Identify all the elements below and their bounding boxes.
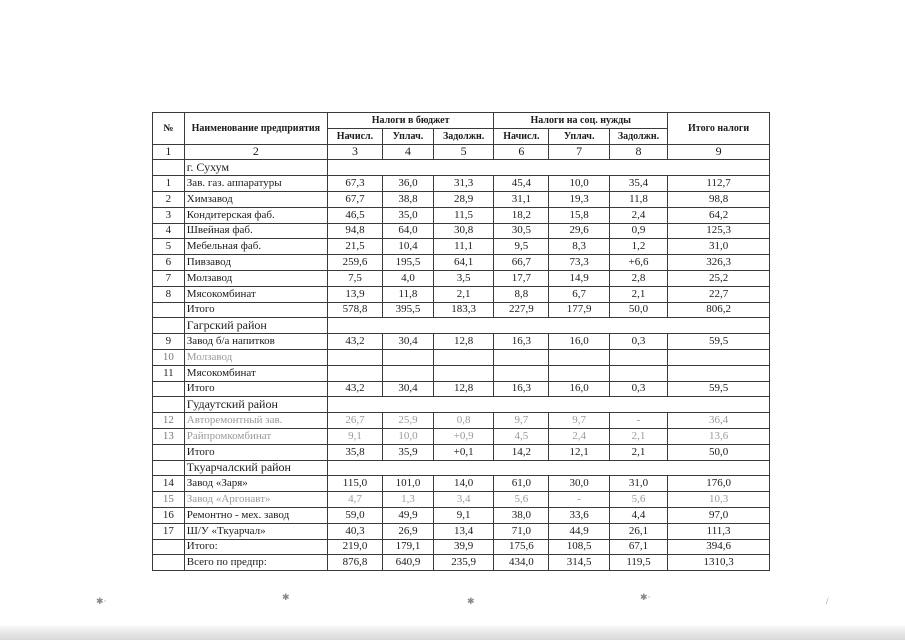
total-taxes: 64,2 xyxy=(668,207,770,223)
table-row xyxy=(153,492,770,508)
budget-accrued: 578,8 xyxy=(327,302,382,318)
enterprise-name: Ремонтно - мех. завод xyxy=(184,507,327,523)
scan-mark: / xyxy=(826,596,829,606)
table-row xyxy=(153,428,770,444)
enterprise-name: Химзавод xyxy=(184,191,327,207)
row-number: 15 xyxy=(153,492,185,508)
budget-debt: 13,4 xyxy=(433,523,493,539)
budget-debt: 183,3 xyxy=(433,302,493,318)
header-row xyxy=(153,113,770,129)
budget-paid: 640,9 xyxy=(383,555,434,571)
row-number: 1 xyxy=(153,176,185,192)
social-debt: 31,0 xyxy=(609,476,667,492)
total-taxes: 111,3 xyxy=(668,523,770,539)
row-number: 14 xyxy=(153,476,185,492)
social-accrued: 8,8 xyxy=(494,286,549,302)
table-row xyxy=(153,365,770,381)
social-accrued: 14,2 xyxy=(494,444,549,460)
enterprise-name: Мясокомбинат xyxy=(184,365,327,381)
budget-paid: 4,0 xyxy=(383,270,434,286)
social-debt: 50,0 xyxy=(609,302,667,318)
budget-debt: 64,1 xyxy=(433,255,493,271)
subtotal-label: Итого xyxy=(184,381,327,397)
total-taxes: 31,0 xyxy=(668,239,770,255)
social-accrued xyxy=(494,365,549,381)
budget-debt: 11,1 xyxy=(433,239,493,255)
total-taxes: 1310,3 xyxy=(668,555,770,571)
budget-paid: 36,0 xyxy=(383,176,434,192)
row-number: 9 xyxy=(153,334,185,350)
scan-mark: ✱· xyxy=(640,592,651,602)
row-number: 17 xyxy=(153,523,185,539)
budget-paid: 179,1 xyxy=(383,539,434,555)
column-number: 7 xyxy=(549,144,609,160)
total-taxes: 394,6 xyxy=(668,539,770,555)
subheader-paid: Уплач. xyxy=(383,128,434,144)
social-debt: 119,5 xyxy=(609,555,667,571)
row-number: 5 xyxy=(153,239,185,255)
subheader-paid: Уплач. xyxy=(549,128,609,144)
enterprise-name: Завод «Аргонавт» xyxy=(184,492,327,508)
grand-total-row xyxy=(153,555,770,571)
section-empty-cell xyxy=(327,160,769,176)
social-accrued: 16,3 xyxy=(494,334,549,350)
subheader-debt: Задолжн. xyxy=(609,128,667,144)
budget-paid: 1,3 xyxy=(383,492,434,508)
row-number: 6 xyxy=(153,255,185,271)
total-taxes xyxy=(668,365,770,381)
budget-debt: 2,1 xyxy=(433,286,493,302)
budget-debt xyxy=(433,365,493,381)
scan-mark: ✱ xyxy=(467,596,475,606)
social-accrued: 38,0 xyxy=(494,507,549,523)
social-debt: 0,9 xyxy=(609,223,667,239)
budget-accrued xyxy=(327,349,382,365)
social-accrued: 61,0 xyxy=(494,476,549,492)
total-taxes: 25,2 xyxy=(668,270,770,286)
row-number: 12 xyxy=(153,413,185,429)
total-taxes: 59,5 xyxy=(668,381,770,397)
budget-paid: 35,9 xyxy=(383,444,434,460)
section-row xyxy=(153,460,770,476)
enterprise-name: Зав. газ. аппаратуры xyxy=(184,176,327,192)
social-paid: 44,9 xyxy=(549,523,609,539)
enterprise-name: Завод «Заря» xyxy=(184,476,327,492)
grand-total-number-cell xyxy=(153,555,185,571)
budget-accrued: 13,9 xyxy=(327,286,382,302)
budget-debt: 14,0 xyxy=(433,476,493,492)
table-row xyxy=(153,523,770,539)
section-title: Гагрский район xyxy=(184,318,327,334)
subheader-accrued: Начисл. xyxy=(494,128,549,144)
social-paid: 108,5 xyxy=(549,539,609,555)
social-accrued: 9,5 xyxy=(494,239,549,255)
budget-debt: 3,5 xyxy=(433,270,493,286)
scan-edge xyxy=(0,626,905,640)
budget-accrued: 67,3 xyxy=(327,176,382,192)
row-number: 3 xyxy=(153,207,185,223)
total-taxes: 59,5 xyxy=(668,334,770,350)
section-empty-cell xyxy=(327,460,769,476)
budget-accrued: 46,5 xyxy=(327,207,382,223)
total-taxes xyxy=(668,349,770,365)
row-number: 4 xyxy=(153,223,185,239)
budget-paid: 49,9 xyxy=(383,507,434,523)
total-taxes: 176,0 xyxy=(668,476,770,492)
row-number: 13 xyxy=(153,428,185,444)
social-paid: 30,0 xyxy=(549,476,609,492)
row-number: 10 xyxy=(153,349,185,365)
social-accrued: 4,5 xyxy=(494,428,549,444)
subtotal-number-cell xyxy=(153,444,185,460)
subheader-accrued: Начисл. xyxy=(327,128,382,144)
social-debt: 0,3 xyxy=(609,334,667,350)
social-paid: 15,8 xyxy=(549,207,609,223)
subtotal-label: Итого xyxy=(184,302,327,318)
column-number: 1 xyxy=(153,144,185,160)
budget-paid: 395,5 xyxy=(383,302,434,318)
social-paid: 10,0 xyxy=(549,176,609,192)
budget-debt: 235,9 xyxy=(433,555,493,571)
section-number-cell xyxy=(153,318,185,334)
social-debt: 35,4 xyxy=(609,176,667,192)
enterprise-name: Швейная фаб. xyxy=(184,223,327,239)
enterprise-name: Авторемонтный зав. xyxy=(184,413,327,429)
header-name: Наименование предприятия xyxy=(184,113,327,145)
enterprise-name: Пивзавод xyxy=(184,255,327,271)
social-paid: 16,0 xyxy=(549,381,609,397)
subtotal-number-cell xyxy=(153,539,185,555)
social-paid xyxy=(549,365,609,381)
social-debt: 0,3 xyxy=(609,381,667,397)
table-row xyxy=(153,270,770,286)
social-paid: 73,3 xyxy=(549,255,609,271)
table-row xyxy=(153,255,770,271)
header-total: Итого налоги xyxy=(668,113,770,145)
social-paid: 9,7 xyxy=(549,413,609,429)
column-number: 5 xyxy=(433,144,493,160)
social-debt: 2,1 xyxy=(609,444,667,460)
budget-paid xyxy=(383,365,434,381)
budget-debt: 30,8 xyxy=(433,223,493,239)
total-taxes: 125,3 xyxy=(668,223,770,239)
social-accrued: 30,5 xyxy=(494,223,549,239)
table-row xyxy=(153,223,770,239)
social-debt: 67,1 xyxy=(609,539,667,555)
budget-debt: 11,5 xyxy=(433,207,493,223)
social-paid: 19,3 xyxy=(549,191,609,207)
row-number: 7 xyxy=(153,270,185,286)
budget-accrued: 9,1 xyxy=(327,428,382,444)
budget-paid: 11,8 xyxy=(383,286,434,302)
budget-debt: 0,8 xyxy=(433,413,493,429)
subtotal-label: Итого: xyxy=(184,539,327,555)
column-number: 8 xyxy=(609,144,667,160)
subtotal-number-cell xyxy=(153,381,185,397)
budget-accrued: 7,5 xyxy=(327,270,382,286)
social-debt: 26,1 xyxy=(609,523,667,539)
social-debt: 11,8 xyxy=(609,191,667,207)
social-paid xyxy=(549,349,609,365)
social-accrued: 5,6 xyxy=(494,492,549,508)
budget-paid: 25,9 xyxy=(383,413,434,429)
subtotal-row xyxy=(153,539,770,555)
social-paid: 2,4 xyxy=(549,428,609,444)
social-accrued: 45,4 xyxy=(494,176,549,192)
budget-accrued: 67,7 xyxy=(327,191,382,207)
enterprise-name: Ш/У «Ткуарчал» xyxy=(184,523,327,539)
table-row xyxy=(153,507,770,523)
social-paid: 16,0 xyxy=(549,334,609,350)
subtotal-row xyxy=(153,381,770,397)
social-debt: 2,1 xyxy=(609,428,667,444)
budget-debt: 9,1 xyxy=(433,507,493,523)
table-row xyxy=(153,349,770,365)
section-number-cell xyxy=(153,460,185,476)
scan-mark: ✱ xyxy=(282,592,290,602)
scan-mark: ✱· xyxy=(96,596,107,606)
column-number: 3 xyxy=(327,144,382,160)
section-row xyxy=(153,160,770,176)
subtotal-label: Итого xyxy=(184,444,327,460)
social-paid: 8,3 xyxy=(549,239,609,255)
budget-accrued: 259,6 xyxy=(327,255,382,271)
column-number: 9 xyxy=(668,144,770,160)
social-debt: - xyxy=(609,413,667,429)
budget-paid: 10,0 xyxy=(383,428,434,444)
column-number: 4 xyxy=(383,144,434,160)
budget-accrued: 876,8 xyxy=(327,555,382,571)
budget-debt: +0,9 xyxy=(433,428,493,444)
budget-accrued: 43,2 xyxy=(327,381,382,397)
budget-debt: 39,9 xyxy=(433,539,493,555)
budget-debt: +0,1 xyxy=(433,444,493,460)
tax-table xyxy=(152,112,770,571)
section-number-cell xyxy=(153,397,185,413)
section-empty-cell xyxy=(327,318,769,334)
total-taxes: 50,0 xyxy=(668,444,770,460)
social-accrued: 66,7 xyxy=(494,255,549,271)
total-taxes: 97,0 xyxy=(668,507,770,523)
budget-paid: 35,0 xyxy=(383,207,434,223)
section-number-cell xyxy=(153,160,185,176)
social-accrued: 9,7 xyxy=(494,413,549,429)
social-paid: 29,6 xyxy=(549,223,609,239)
social-paid: 12,1 xyxy=(549,444,609,460)
budget-accrued: 26,7 xyxy=(327,413,382,429)
enterprise-name: Молзавод xyxy=(184,270,327,286)
row-number: 16 xyxy=(153,507,185,523)
column-number-row xyxy=(153,144,770,160)
section-row xyxy=(153,397,770,413)
social-debt: 2,1 xyxy=(609,286,667,302)
social-accrued: 434,0 xyxy=(494,555,549,571)
budget-debt: 12,8 xyxy=(433,334,493,350)
total-taxes: 13,6 xyxy=(668,428,770,444)
budget-paid: 195,5 xyxy=(383,255,434,271)
social-paid: 6,7 xyxy=(549,286,609,302)
header-social: Налоги на соц. нужды xyxy=(494,113,668,129)
section-title: Гудаутский район xyxy=(184,397,327,413)
total-taxes: 98,8 xyxy=(668,191,770,207)
budget-accrued xyxy=(327,365,382,381)
social-paid: 314,5 xyxy=(549,555,609,571)
social-debt: 4,4 xyxy=(609,507,667,523)
table-row xyxy=(153,334,770,350)
social-paid: 14,9 xyxy=(549,270,609,286)
table-row xyxy=(153,239,770,255)
enterprise-name: Завод б/а напитков xyxy=(184,334,327,350)
social-accrued: 16,3 xyxy=(494,381,549,397)
total-taxes: 806,2 xyxy=(668,302,770,318)
budget-paid: 30,4 xyxy=(383,334,434,350)
social-paid: 177,9 xyxy=(549,302,609,318)
subtotal-row xyxy=(153,444,770,460)
budget-accrued: 219,0 xyxy=(327,539,382,555)
subheader-debt: Задолжн. xyxy=(433,128,493,144)
social-accrued: 175,6 xyxy=(494,539,549,555)
budget-accrued: 94,8 xyxy=(327,223,382,239)
social-accrued: 31,1 xyxy=(494,191,549,207)
table-row xyxy=(153,207,770,223)
section-empty-cell xyxy=(327,397,769,413)
budget-debt xyxy=(433,349,493,365)
social-debt: 2,8 xyxy=(609,270,667,286)
table-row xyxy=(153,476,770,492)
social-accrued: 18,2 xyxy=(494,207,549,223)
budget-accrued: 4,7 xyxy=(327,492,382,508)
budget-accrued: 59,0 xyxy=(327,507,382,523)
budget-accrued: 35,8 xyxy=(327,444,382,460)
section-title: г. Сухум xyxy=(184,160,327,176)
table-row xyxy=(153,176,770,192)
column-number: 6 xyxy=(494,144,549,160)
budget-debt: 28,9 xyxy=(433,191,493,207)
social-paid: 33,6 xyxy=(549,507,609,523)
budget-paid xyxy=(383,349,434,365)
section-title: Ткуарчалский район xyxy=(184,460,327,476)
table-row xyxy=(153,286,770,302)
budget-accrued: 43,2 xyxy=(327,334,382,350)
enterprise-name: Мебельная фаб. xyxy=(184,239,327,255)
grand-total-label: Всего по предпр: xyxy=(184,555,327,571)
table-row xyxy=(153,191,770,207)
header-budget: Налоги в бюджет xyxy=(327,113,493,129)
enterprise-name: Райпромкомбинат xyxy=(184,428,327,444)
enterprise-name: Мясокомбинат xyxy=(184,286,327,302)
budget-debt: 3,4 xyxy=(433,492,493,508)
social-debt: +6,6 xyxy=(609,255,667,271)
social-debt xyxy=(609,349,667,365)
social-paid: - xyxy=(549,492,609,508)
social-accrued: 227,9 xyxy=(494,302,549,318)
budget-paid: 30,4 xyxy=(383,381,434,397)
section-row xyxy=(153,318,770,334)
budget-paid: 101,0 xyxy=(383,476,434,492)
budget-paid: 38,8 xyxy=(383,191,434,207)
total-taxes: 10,3 xyxy=(668,492,770,508)
row-number: 11 xyxy=(153,365,185,381)
budget-paid: 64,0 xyxy=(383,223,434,239)
budget-paid: 26,9 xyxy=(383,523,434,539)
column-number: 2 xyxy=(184,144,327,160)
social-debt: 1,2 xyxy=(609,239,667,255)
header-no: № xyxy=(153,113,185,145)
enterprise-name: Кондитерская фаб. xyxy=(184,207,327,223)
social-debt: 2,4 xyxy=(609,207,667,223)
total-taxes: 112,7 xyxy=(668,176,770,192)
enterprise-name: Молзавод xyxy=(184,349,327,365)
subtotal-number-cell xyxy=(153,302,185,318)
budget-debt: 31,3 xyxy=(433,176,493,192)
table-body xyxy=(153,160,770,571)
row-number: 8 xyxy=(153,286,185,302)
subtotal-row xyxy=(153,302,770,318)
social-accrued: 17,7 xyxy=(494,270,549,286)
budget-paid: 10,4 xyxy=(383,239,434,255)
social-debt xyxy=(609,365,667,381)
budget-accrued: 115,0 xyxy=(327,476,382,492)
social-debt: 5,6 xyxy=(609,492,667,508)
row-number: 2 xyxy=(153,191,185,207)
budget-accrued: 40,3 xyxy=(327,523,382,539)
budget-debt: 12,8 xyxy=(433,381,493,397)
table-row xyxy=(153,413,770,429)
social-accrued: 71,0 xyxy=(494,523,549,539)
total-taxes: 326,3 xyxy=(668,255,770,271)
total-taxes: 22,7 xyxy=(668,286,770,302)
budget-accrued: 21,5 xyxy=(327,239,382,255)
social-accrued xyxy=(494,349,549,365)
total-taxes: 36,4 xyxy=(668,413,770,429)
